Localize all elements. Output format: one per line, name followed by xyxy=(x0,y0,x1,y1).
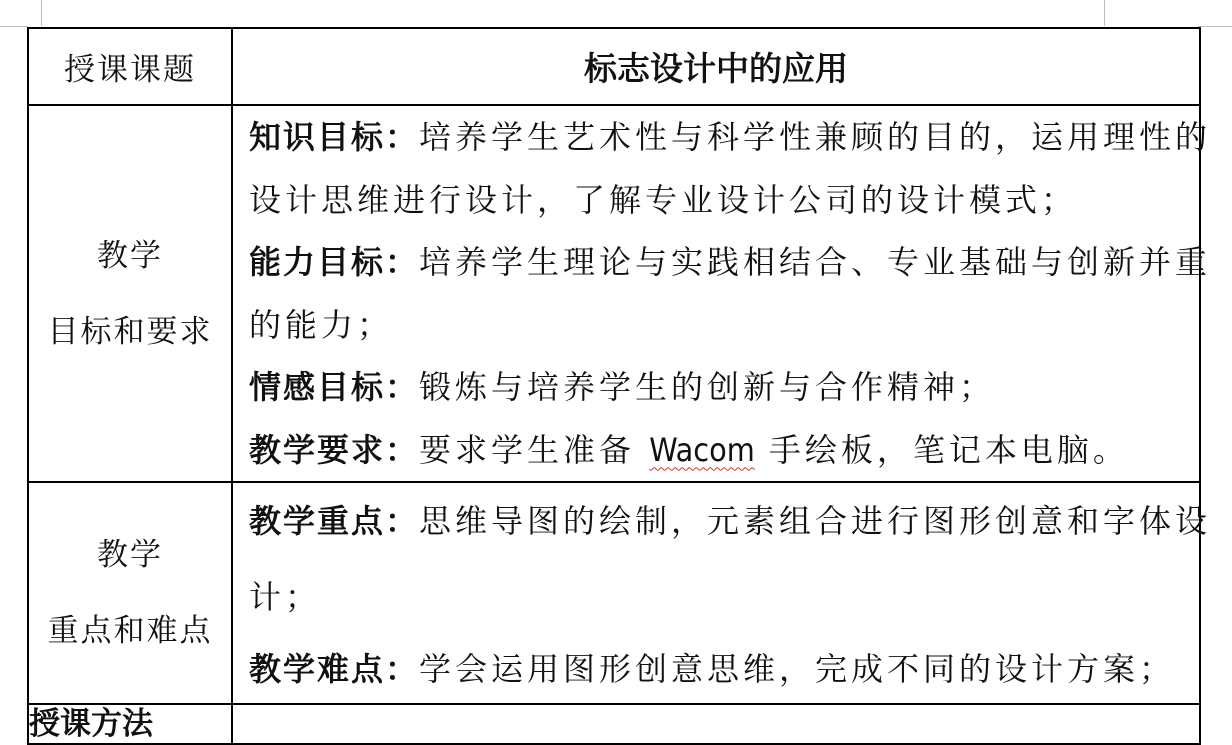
objectives-content[interactable] xyxy=(232,105,1212,482)
ability-line-1 xyxy=(249,231,1212,294)
ability-text: 培养学生理论与实践相结合、专业基础与创新并重 xyxy=(419,243,1212,281)
knowledge-line-2: 设计思维进行设计，了解专业设计公司的设计模式； xyxy=(249,180,1078,219)
focus-content[interactable] xyxy=(232,482,1212,704)
emotion-text: 锻炼与培养学生的创新与合作精神； xyxy=(419,368,996,406)
objectives-label xyxy=(28,105,232,482)
knowledge-line-1 xyxy=(249,106,1212,169)
focus-label xyxy=(28,482,232,704)
ability-line-2: 的能力； xyxy=(249,305,394,344)
focus-label-line2: 重点和难点 xyxy=(47,613,213,649)
key-point-text: 思维导图的绘制，元素组合进行图形创意和字体设 xyxy=(419,501,1212,540)
topic-label: 授课课题 xyxy=(28,28,232,105)
requirement-line xyxy=(249,419,1191,482)
ability-key: 能力目标： xyxy=(249,243,420,281)
key-point-line-1 xyxy=(249,486,1212,556)
lesson-plan-table xyxy=(27,27,1212,745)
objectives-label-line1: 教学 xyxy=(97,237,163,274)
table-row-topic xyxy=(28,28,1200,105)
spellcheck-word-wacom[interactable]: Wacom xyxy=(649,430,755,469)
next-row-content[interactable] xyxy=(232,704,1200,744)
emotion-key: 情感目标： xyxy=(249,368,420,406)
knowledge-key: 知识目标： xyxy=(249,118,420,156)
objectives-label-line2: 目标和要求 xyxy=(47,313,213,350)
topic-title[interactable]: 标志设计中的应用 xyxy=(232,28,1200,105)
table-row-next xyxy=(28,704,1200,744)
table-row-focus xyxy=(28,482,1200,704)
page-corner-mark xyxy=(41,0,42,26)
table-row-objectives xyxy=(28,105,1200,482)
difficulty-key: 教学难点： xyxy=(249,649,420,688)
next-row-label: 授课方法 xyxy=(28,704,232,744)
emotion-line xyxy=(249,356,1191,419)
difficulty-line xyxy=(249,638,1191,701)
knowledge-text: 培养学生艺术性与科学性兼顾的目的，运用理性的 xyxy=(419,118,1212,156)
key-point-key: 教学重点： xyxy=(249,501,420,540)
page-corner-mark xyxy=(1198,26,1232,27)
page-corner-mark xyxy=(1104,0,1105,26)
difficulty-text: 学会运用图形创意思维，完成不同的设计方案； xyxy=(419,649,1176,688)
focus-label-line1: 教学 xyxy=(97,537,163,573)
requirement-post: 手绘板，笔记本电脑。 xyxy=(768,430,1129,469)
requirement-key: 教学要求： xyxy=(249,430,420,469)
page-corner-mark xyxy=(0,26,28,27)
requirement-pre: 要求学生准备 xyxy=(419,430,636,469)
key-point-line-2: 计； xyxy=(249,577,322,616)
